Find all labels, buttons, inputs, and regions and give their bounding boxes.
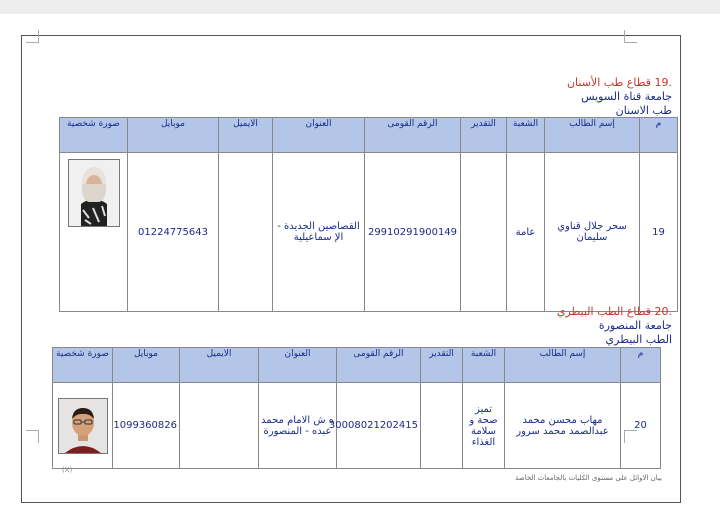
student-address: ه ش الامام محمد عبده - المنصورة (259, 383, 337, 469)
university-name: جامعة المنصورة (598, 319, 672, 332)
student-mobile: 1099360826 (113, 383, 180, 469)
header-cell: العنوان (273, 118, 365, 153)
student-grade (461, 153, 507, 312)
header-cell: التقدير (461, 118, 507, 153)
row-number: 19 (640, 153, 678, 312)
crop-mark (26, 430, 39, 443)
student-address: القصاصين الجديدة - الإ سماعيلية (273, 153, 365, 312)
student-division: عامة (507, 153, 545, 312)
student-email (180, 383, 259, 469)
sector-title: .20 قطاع الطب البيطري (556, 305, 672, 318)
crop-mark (26, 30, 39, 43)
header-cell: موبايل (128, 118, 219, 153)
students-table-19 (59, 117, 678, 312)
student-photo (58, 398, 108, 454)
student-name: مهاب محسن محمد عبدالصمد محمد سرور (505, 383, 621, 469)
university-name: جامعة قناة السويس (581, 90, 672, 103)
photo-cell (53, 383, 113, 469)
header-cell: موبايل (113, 348, 180, 383)
student-name: سحر جلال قناوي سليمان (545, 153, 640, 312)
header-cell: العنوان (259, 348, 337, 383)
student-email (219, 153, 273, 312)
table-header-row (60, 118, 678, 153)
header-cell: إسم الطالب (545, 118, 640, 153)
header-cell: صورة شخصية (53, 348, 113, 383)
page-marker: (X) (62, 466, 73, 474)
sector-title: .19 قطاع طب الأسنان (566, 76, 672, 89)
header-cell: الايميل (180, 348, 259, 383)
student-mobile: 01224775643 (128, 153, 219, 312)
faculty-name: الطب البيطري (605, 333, 672, 346)
photo-cell (60, 153, 128, 312)
crop-mark (624, 30, 637, 43)
section-heading-19 (567, 76, 672, 118)
window-top-bar (0, 0, 720, 14)
header-cell: الايميل (219, 118, 273, 153)
faculty-name: طب الاسنان (615, 104, 672, 117)
header-cell: صورة شخصية (60, 118, 128, 153)
section-heading-20 (557, 305, 672, 347)
header-cell: إسم الطالب (505, 348, 621, 383)
header-cell: الشعبة (463, 348, 505, 383)
student-photo (68, 159, 120, 227)
national-id: 30008021202415 (337, 383, 421, 469)
page-footer: بيان الاوائل على مستوى الكليات بالجامعات الخاصة (515, 474, 662, 482)
header-cell: م (640, 118, 678, 153)
student-division: تميز صحة و سلامة الغذاء (463, 383, 505, 469)
header-cell: التقدير (421, 348, 463, 383)
table-row (53, 383, 661, 469)
table-row (60, 153, 678, 312)
students-table-20 (52, 347, 661, 469)
header-cell: م (621, 348, 661, 383)
row-number: 20 (621, 383, 661, 469)
table-header-row (53, 348, 661, 383)
header-cell: الرقم القومى (337, 348, 421, 383)
header-cell: الشعبة (507, 118, 545, 153)
national-id: 29910291900149 (365, 153, 461, 312)
header-cell: الرقم القومى (365, 118, 461, 153)
student-grade (421, 383, 463, 469)
